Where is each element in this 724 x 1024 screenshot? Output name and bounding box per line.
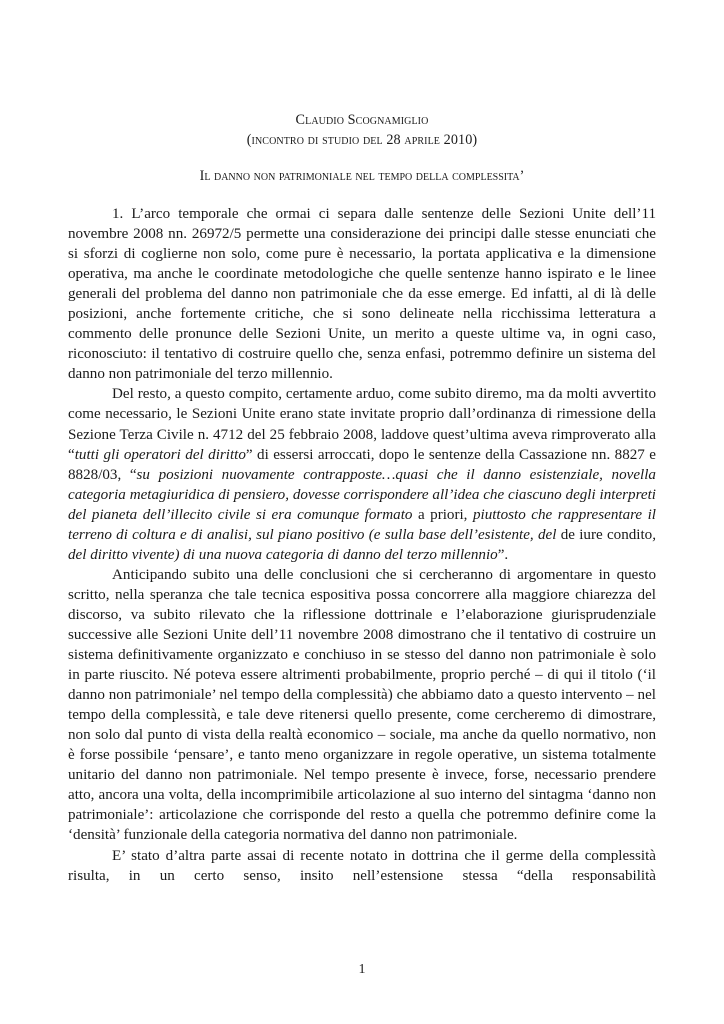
paragraph-2-text-4: de iure condito [556, 526, 653, 543]
paragraph-2-italic-2: su posizioni nuovamente contrapposte…quasi che il danno esistenziale, novella categoria metagiuridica di pensiero, dovesse corrispondere all’idea che ciascuno degli interpreti del pianeta dell’illecito civile si era comunque formato [68, 466, 656, 523]
paragraph-2-italic-3: piuttosto che rappresentare il terreno di coltura e di analisi, sul piano positivo (e sulla base dell’esistente, del [68, 506, 657, 543]
paragraph-2 [68, 384, 656, 564]
paragraph-2-italic-1: tutti gli operatori del diritto [74, 446, 246, 463]
paragraph-2-text-5: ”. [497, 546, 509, 563]
paragraph-2-text-3: a priori, [412, 506, 473, 523]
page-number: 1 [358, 962, 366, 977]
event-subtitle: (incontro di studio del 28 aprile 2010) [246, 132, 478, 148]
author-name: Claudio Scognamiglio [295, 112, 429, 128]
paragraph-4: E’ stato d’altra parte assai di recente notato in dottrina che il germe della complessità risulta, in un certo senso, insito nell’estensione stessa “della responsabilità [68, 847, 656, 884]
document-title: Il danno non patrimoniale nel tempo della complessita’ [199, 168, 525, 184]
paragraph-2-text-2: ” di essersi arroccati, dopo le sentenze della Cassazione nn. 8827 e 8828/03, “ [68, 446, 656, 483]
document-header [0, 110, 724, 150]
paragraph-2-italic-4: , del diritto vivente) di una nuova categoria di danno del terzo millennio [68, 526, 656, 563]
document-body [68, 204, 656, 886]
paragraph-2-text-1: Del resto, a questo compito, certamente arduo, come subito diremo, ma da molti avvertito come necessario, le Sezioni Unite erano state invitate proprio dall’ordinanza di rimessione della Sezione Terza Civile n. 4712 del 25 febbraio 2008, laddove quest’ultima aveva rimproverato alla “ [68, 386, 656, 463]
paragraph-1: 1. L’arco temporale che ormai ci separa dalle sentenze delle Sezioni Unite dell’11 novembre 2008 nn. 26972/5 permette una considerazione dei principi dalle stesse enunciati che si sforzi di coglierne non solo, come pure è necessario, la portata applicativa e la dimensione operativa, ma anche le coordinate metodologiche che quelle sentenze hanno ispirato e le linee generali del problema del danno non patrimoniale che da esse emerge. Ed infatti, al di là delle posizioni, anche fortemente critiche, che si sono delineate nella ricchissima letteratura a commento delle pronunce delle Sezioni Unite, un merito a queste ultime va, in ogni caso, riconosciuto: il tentativo di costruire quello che, senza enfasi, potremmo definire un sistema del danno non patrimoniale del terzo millennio. [68, 206, 656, 383]
paragraph-3: Anticipando subito una delle conclusioni che si cercheranno di argomentare in questo scritto, nella speranza che tale tecnica espositiva possa concorrere alla maggiore chiarezza del discorso, va subito rilevato che la riflessione dottrinale e l’elaborazione giurisprudenziale successive alle Sezioni Unite dell’11 novembre 2008 dimostrano che il tentativo di costruire un sistema definitivamente organizzato e conchiuso in se stesso del danno non patrimoniale è solo in parte riuscito. Né poteva essere altrimenti probabilmente, proprio perché – di qui il titolo (‘il danno non patrimoniale’ nel tempo della complessità) che abbiamo dato a questo intervento – nel tempo della complessità, e tale deve ritenersi quello presente, come cercheremo di dimostrare, non solo dal punto di vista della realtà economico – sociale, ma anche da quello normativo, non è forse possibile ‘pensare’, e tanto meno organizzare in regole operative, un sistema totalmente unitario del danno non patrimoniale. Nel tempo presente è invece, forse, necessario prendere atto, ancora una volta, della incomprimibile articolazione al suo interno del sintagma ‘danno non patrimoniale’: articolazione che corrisponde del resto a quella che potremmo definire come la ‘densità’ funzionale della categoria normativa del danno non patrimoniale. [68, 566, 656, 844]
